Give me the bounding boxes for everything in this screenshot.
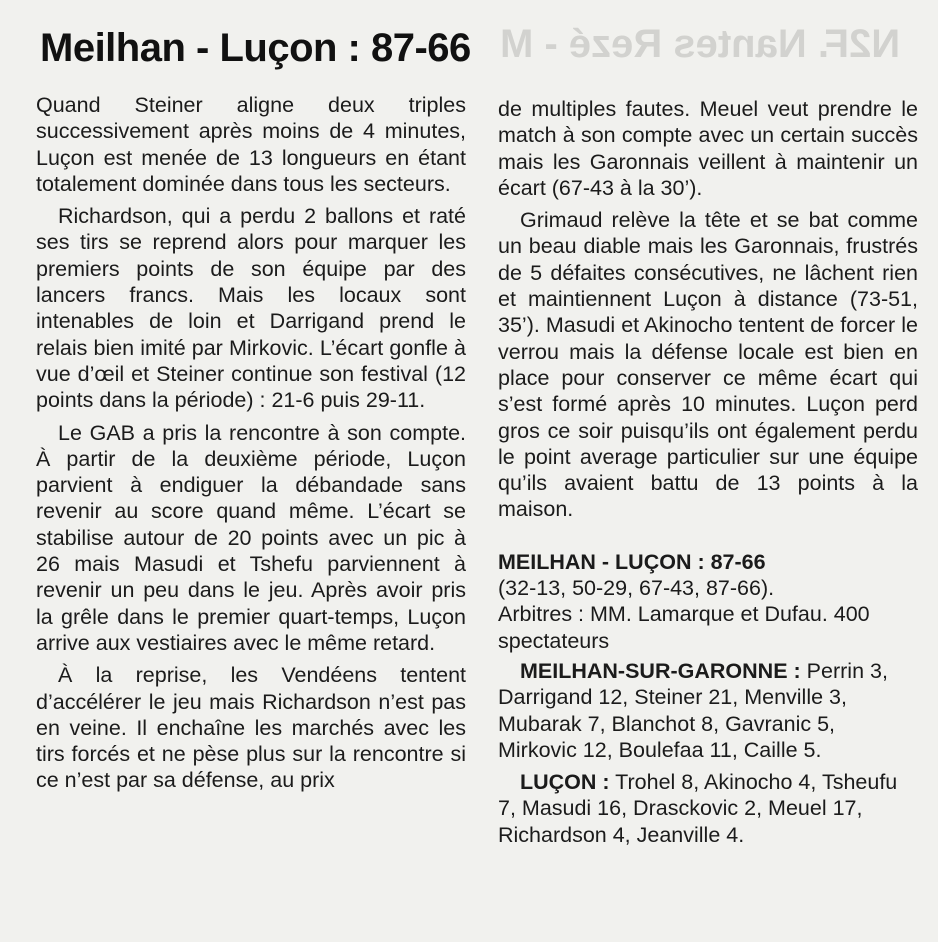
- bleed-through-text: N2F. Nantes Rezé - M: [500, 22, 901, 66]
- match-result-box: [498, 549, 918, 848]
- article-column-left: [36, 92, 466, 800]
- paragraph: de multiples fautes. Meuel veut prendre le match à son compte avec un certain succès mais les Garonnais veillent à maintenir un écart (67-43 à la 30’).: [498, 97, 918, 200]
- article-headline: Meilhan - Luçon : 87-66: [40, 26, 471, 70]
- article-column-right: [498, 96, 918, 854]
- final-score: MEILHAN - LUÇON : 87-66: [498, 549, 766, 574]
- paragraph: Grimaud relève la tête et se bat comme un beau diable mais les Garonnais, frustrés de 5 défaites consécutives, ne lâchent rien et maintiennent Luçon à distance (73-51, 35’). Masudi et Akinocho tentent de forcer le verrou mais la défense locale est bien en place pour conserver ce même écart qui s’est formé après 10 minutes. Luçon perd gros ce soir puisqu’ils ont également perdu le point average particulier sur une équipe qu’ils avaient battu de 13 points à la maison.: [498, 208, 918, 522]
- paragraph: Quand Steiner aligne deux triples successivement après moins de 4 minutes, Luçon est menée de 13 longueurs en étant totalement dominée dans tous les secteurs.: [36, 93, 466, 196]
- away-team-players: Trohel 8, Akinocho 4, Tsheufu 7, Masudi 16, Drasckovic 2, Meuel 17, Richardson 4, Jeanville 4.: [498, 770, 898, 847]
- paragraph: Le GAB a pris la rencontre à son compte. À partir de la deuxième période, Luçon parvient à endiguer la débandade sans revenir au score quand même. L’écart se stabilise autour de 20 points avec un pic à 26 mais Masudi et Tshefu parviennent à revenir un peu dans le jeu. Après avoir pris la grêle dans le premier quart-temps, Luçon arrive aux vestiaires avec le même retard.: [36, 420, 466, 655]
- away-team-label: LUÇON :: [520, 770, 610, 795]
- paragraph: À la reprise, les Vendéens tentent d’accélérer le jeu mais Richardson n’est pas en veine. Il enchaîne les marchés avec les tirs forcés et ne pèse plus sur la rencontre si ce n’est par sa défense, au prix: [36, 663, 466, 793]
- away-team-lineup: [498, 769, 918, 848]
- home-team-label: MEILHAN-SUR-GARONNE :: [520, 658, 801, 683]
- home-team-lineup: [498, 658, 918, 763]
- paragraph: Richardson, qui a perdu 2 ballons et raté ses tirs se reprend alors pour marquer les premiers points de son équipe par des lancers francs. Mais les locaux sont intenables de loin et Darrigand prend le relais bien imité par Mirkovic. L’écart gonfle à vue d’œil et Steiner continue son festival (12 points dans la période) : 21-6 puis 29-11.: [36, 204, 466, 413]
- home-team-players: Perrin 3, Darrigand 12, Steiner 21, Menville 3, Mubarak 7, Blanchot 8, Gavranic 5, Mirkovic 12, Boulefaa 11, Caille 5.: [498, 658, 888, 762]
- referees-attendance: Arbitres : MM. Lamarque et Dufau. 400 spectateurs: [498, 602, 870, 653]
- quarter-scores: (32-13, 50-29, 67-43, 87-66).: [498, 576, 775, 601]
